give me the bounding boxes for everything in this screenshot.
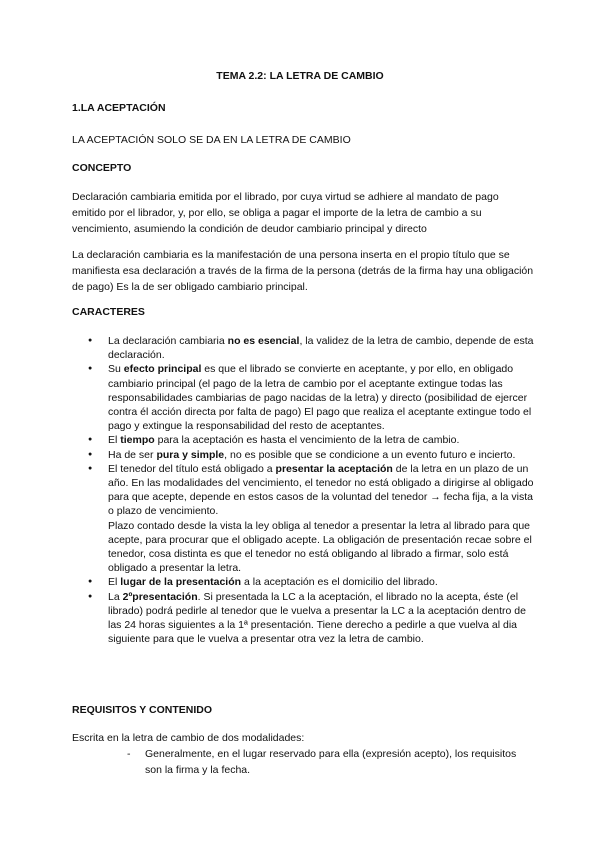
list-item: ● La 2ºpresentación. Si presentada la LC a la aceptación, el librado no la acepta, éste (el librado) podrá pedirle al tenedor que le vuelva a presentar la LC a la aceptación dentro de las 24 horas siguientes a la 1ª presentación. Tiene derecho a pedirle a que vuelva al dia siguiente para que le vuelva a presentar otra vez la letra de cambio. <box>72 590 534 647</box>
concepto-paragraph-1: Declaración cambiaria emitida por el librado, por cuya virtud se adhiere al mandato de pago emitido por el librador, y, por ello, se obliga a pagar el importe de la letra de cambio a su vencimiento, asumiendo la condición de deudor cambiario principal y directo <box>72 191 499 235</box>
requisitos-intro: Escrita en la letra de cambio de dos modalidades: <box>72 732 305 744</box>
list-item: ● Su efecto principal es que el librado se convierte en aceptante, y por ello, en obligado cambiario principal (el pago de la letra de cambio por el aceptante extingue todas las responsabilidades cambiarias de pago nacidas de la letra) y directo (posibilidad de ejercer contra él acción directa por falta de pago) El pago que realiza el aceptante extingue todo el pago y extingue la responsabilidad del resto de aceptantes. <box>72 362 534 433</box>
dash-item-text: Generalmente, en el lugar reservado para ella (expresión acepto), los requisitos son la firma y la fecha. <box>145 748 517 776</box>
section-heading-aceptacion: 1.LA ACEPTACIÓN <box>72 102 166 114</box>
heading-requisitos: REQUISITOS Y CONTENIDO <box>72 704 213 716</box>
heading-concepto: CONCEPTO <box>72 162 132 174</box>
list-item: ● El lugar de la presentación a la aceptación es el domicilio del librado. <box>72 575 534 589</box>
list-item: ● El tiempo para la aceptación es hasta el vencimiento de la letra de cambio. <box>72 433 534 447</box>
list-item: ● Ha de ser pura y simple, no es posible que se condicione a un evento futuro e incierto. <box>72 448 534 462</box>
intro-line: LA ACEPTACIÓN SOLO SE DA EN LA LETRA DE CAMBIO <box>72 134 351 146</box>
requisitos-dash-item <box>127 746 527 778</box>
document-title: TEMA 2.2: LA LETRA DE CAMBIO <box>216 70 384 82</box>
heading-caracteres: CARACTERES <box>72 306 145 318</box>
caracteres-list <box>72 334 534 646</box>
dash-marker: - <box>127 748 131 760</box>
concepto-paragraph-2: La declaración cambiaria es la manifestación de una persona inserta en el propio título que se manifiesta esa declaración a través de la firma de la persona (detrás de la firma hay una obligación de pago) Es la de ser obligado cambiario principal. <box>72 249 534 293</box>
list-item: ● La declaración cambiaria no es esencial, la validez de la letra de cambio, depende de esta declaración. <box>72 334 534 362</box>
list-item: ● El tenedor del título está obligado a presentar la aceptación de la letra en un plazo de un año. En las modalidades del vencimiento, el tenedor no está obligado a dirigirse al obligado para que acepte, depende en estos casos de la voluntad del tenedor → fecha fija, a la vista o plazo de vencimiento. Plazo contado desde la vista la ley obliga al tenedor a presentar la letra al librado para que acepte, para procurar que el obligado acepte. La obligación de presentación recae sobre el tenedor, cosa distinta es que el tenedor no está obligando al librado a firmar, solo está obligado a presentar la letra. <box>72 462 534 576</box>
